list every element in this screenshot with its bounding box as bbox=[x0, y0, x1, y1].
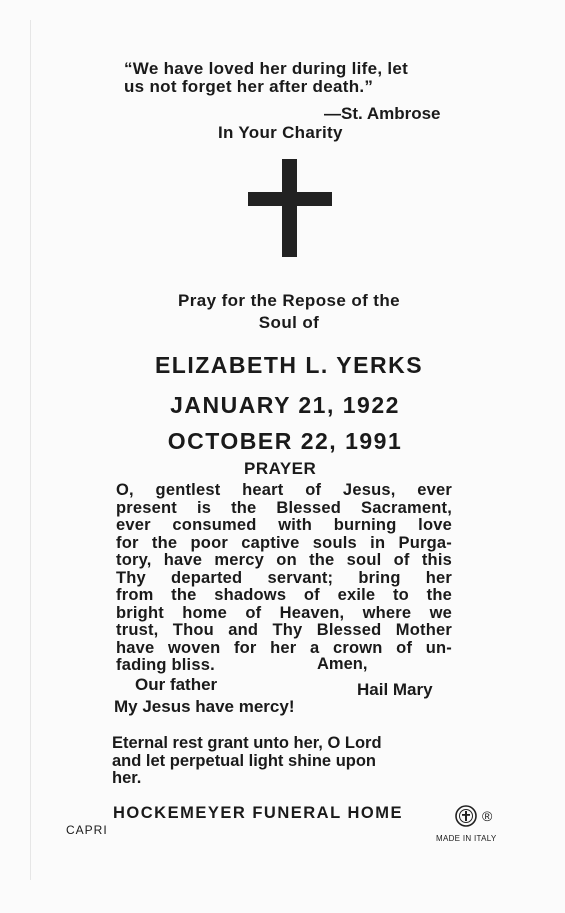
prayer-line: ever consumed with burning love bbox=[116, 516, 452, 534]
prayer-line: have woven for her a crown of un- bbox=[116, 638, 452, 657]
death-date: OCTOBER 22, 1991 bbox=[167, 428, 403, 454]
prayer-title: PRAYER bbox=[244, 459, 317, 478]
prayer-line: bright home of Heaven, where we bbox=[116, 603, 452, 622]
eternal-rest-prayer bbox=[112, 735, 446, 788]
pray-line-1: Pray for the Repose of the bbox=[178, 291, 400, 310]
pray-line-2: Soul of bbox=[258, 313, 320, 332]
prayer-line: tory, have mercy on the soul of this bbox=[116, 551, 452, 569]
funeral-home-name: HOCKEMEYER FUNERAL HOME bbox=[113, 804, 403, 822]
rest-line: and let perpetual light shine upon bbox=[112, 751, 377, 770]
registered-mark: ® bbox=[482, 808, 493, 824]
cross-horizontal-bar bbox=[248, 192, 332, 206]
pray-for-repose bbox=[0, 290, 565, 334]
prayer-line: for the poor captive souls in Purga- bbox=[116, 533, 452, 552]
publisher-seal-icon bbox=[454, 804, 478, 828]
jesus-have-mercy: My Jesus have mercy! bbox=[114, 697, 295, 716]
hail-mary: Hail Mary bbox=[357, 680, 433, 699]
prayer-line: O, gentlest heart of Jesus, ever bbox=[116, 481, 452, 499]
birth-date: JANUARY 21, 1922 bbox=[170, 392, 400, 418]
prayer-line: from the shadows of exile to the bbox=[116, 586, 452, 604]
charity-heading: In Your Charity bbox=[218, 123, 343, 142]
deceased-name: ELIZABETH L. YERKS bbox=[154, 352, 424, 378]
prayer-line: present is the Blessed Sacrament, bbox=[116, 498, 452, 517]
quote-attribution: —St. Ambrose bbox=[324, 104, 441, 123]
our-father: Our father bbox=[135, 675, 218, 694]
quote-line-2: us not forget her after death.” bbox=[124, 77, 374, 96]
prayer-text bbox=[116, 482, 452, 675]
prayer-line: trust, Thou and Thy Blessed Mother bbox=[116, 621, 452, 639]
quote bbox=[124, 60, 408, 96]
capri-label: CAPRI bbox=[66, 823, 108, 837]
rest-line: her. bbox=[112, 769, 142, 787]
quote-line-1: “We have loved her during life, let bbox=[124, 59, 409, 78]
cross-vertical-bar bbox=[282, 159, 297, 257]
made-in-italy: MADE IN ITALY bbox=[436, 834, 497, 843]
rest-line: Eternal rest grant unto her, O Lord bbox=[112, 734, 382, 752]
prayer-line: fading bliss. bbox=[116, 656, 215, 674]
prayer-line: Thy departed servant; bring her bbox=[116, 568, 452, 587]
amen: Amen, bbox=[317, 655, 368, 673]
